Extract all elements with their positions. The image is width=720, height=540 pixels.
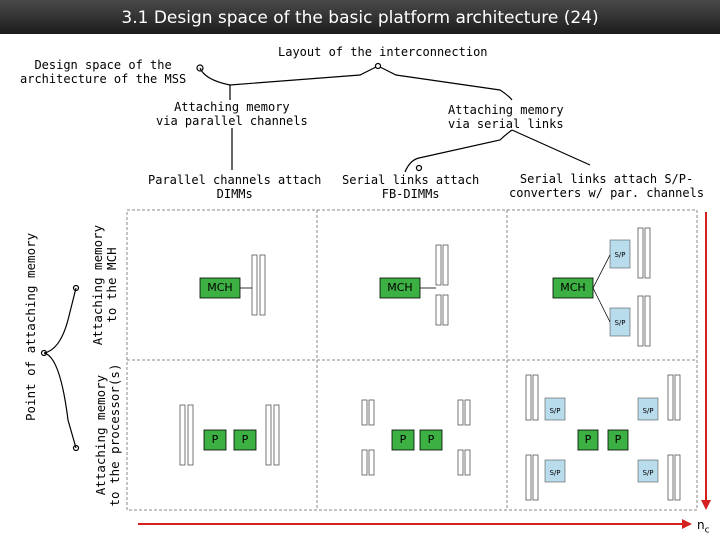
attach-parallel-line-1: Attaching memory	[174, 100, 290, 114]
dimm-6e	[668, 375, 673, 420]
parallel-dimms-line-2: DIMMs	[216, 187, 253, 201]
attach-mch-line-2: to the MCH	[104, 247, 119, 323]
sp-label-2b: S/P	[549, 469, 561, 477]
mch-label-1: MCH	[207, 281, 233, 294]
cell-proc-parallel	[180, 405, 279, 465]
dimm-4d	[274, 405, 279, 465]
brace-point-upper	[44, 288, 76, 353]
brace-point-lower	[44, 353, 76, 448]
fbdimm-5g	[458, 450, 463, 475]
proc-label-3a: P	[584, 433, 592, 446]
dimm-6c	[526, 455, 531, 500]
page-title: 3.1 Design space of the basic platform architecture (24)	[121, 8, 599, 28]
proc-label-1a: P	[211, 433, 219, 446]
layout-interconnection-label: Layout of the interconnection	[278, 45, 488, 59]
fbdimm-5e	[458, 400, 463, 425]
dimm-3a	[638, 228, 643, 278]
dimm-6b	[533, 375, 538, 420]
sp-label-1b: S/P	[614, 319, 626, 327]
design-space-line-2: architecture of the MSS	[20, 72, 187, 86]
fbdimm-5a	[362, 400, 367, 425]
brace-top	[200, 66, 512, 100]
tree-connectors	[42, 64, 591, 451]
dimm-3c	[638, 296, 643, 346]
sp-label-2a: S/P	[549, 407, 561, 415]
sp-label-2c: S/P	[642, 407, 654, 415]
dimm-1a	[252, 255, 257, 315]
design-space-line-1: Design space of the	[34, 58, 172, 72]
mch-label-3: MCH	[560, 281, 586, 294]
fbdimm-5d	[369, 450, 374, 475]
serial-fbdimms-line-2: FB-DIMMs	[381, 187, 440, 201]
fbdimm-5c	[362, 450, 367, 475]
attach-parallel-line-2: via parallel channels	[156, 114, 308, 128]
serial-fbdimms-line-1: Serial links attach	[342, 173, 480, 187]
fbdimm-2c	[436, 295, 441, 325]
fbdimm-5f	[465, 400, 470, 425]
axis-n-label	[697, 518, 710, 535]
dimm-4b	[188, 405, 193, 465]
fbdimm-2a	[436, 245, 441, 285]
link-3a	[593, 255, 610, 288]
tree-node-serial	[417, 166, 422, 171]
attach-serial-line-2: via serial links	[448, 117, 564, 131]
parallel-dimms-line-1: Parallel channels attach	[148, 173, 322, 187]
dimm-3d	[645, 296, 650, 346]
mch-label-2: MCH	[387, 281, 413, 294]
dimm-6f	[675, 375, 680, 420]
fbdimm-5h	[465, 450, 470, 475]
attach-processor-line-2: to the processor(s)	[107, 363, 122, 507]
sp-label-2d: S/P	[642, 469, 654, 477]
branch-serial-sp	[512, 130, 590, 165]
serial-sp-line-2: converters w/ par. channels	[509, 186, 705, 200]
axis-n-main: n	[697, 518, 705, 532]
dimm-4c	[266, 405, 271, 465]
proc-label-2a: P	[399, 433, 407, 446]
proc-label-3b: P	[614, 433, 622, 446]
dimm-6h	[675, 455, 680, 500]
attach-processor-line-1: Attaching memory	[93, 374, 108, 496]
cell-proc-fbdimm	[362, 400, 470, 475]
tree-node-layout	[376, 64, 381, 69]
dimm-3b	[645, 228, 650, 278]
dimm-6g	[668, 455, 673, 500]
fbdimm-5b	[369, 400, 374, 425]
axis-n-sub: c	[704, 525, 710, 536]
fbdimm-2d	[443, 295, 448, 325]
sp-label-1a: S/P	[614, 251, 626, 259]
serial-sp-line-1: Serial links attach S/P-	[519, 172, 694, 186]
attach-mch-line-1: Attaching memory	[90, 224, 105, 346]
dimm-6a	[526, 375, 531, 420]
dimm-4a	[180, 405, 185, 465]
link-3b	[593, 288, 610, 322]
point-of-attaching-label: Point of attaching memory	[23, 232, 38, 421]
attach-serial-line-1: Attaching memory	[448, 103, 564, 117]
dimm-6d	[533, 455, 538, 500]
dimm-1b	[260, 255, 265, 315]
cell-proc-sp	[526, 375, 680, 500]
proc-label-1b: P	[241, 433, 249, 446]
fbdimm-2b	[443, 245, 448, 285]
proc-label-2b: P	[427, 433, 435, 446]
